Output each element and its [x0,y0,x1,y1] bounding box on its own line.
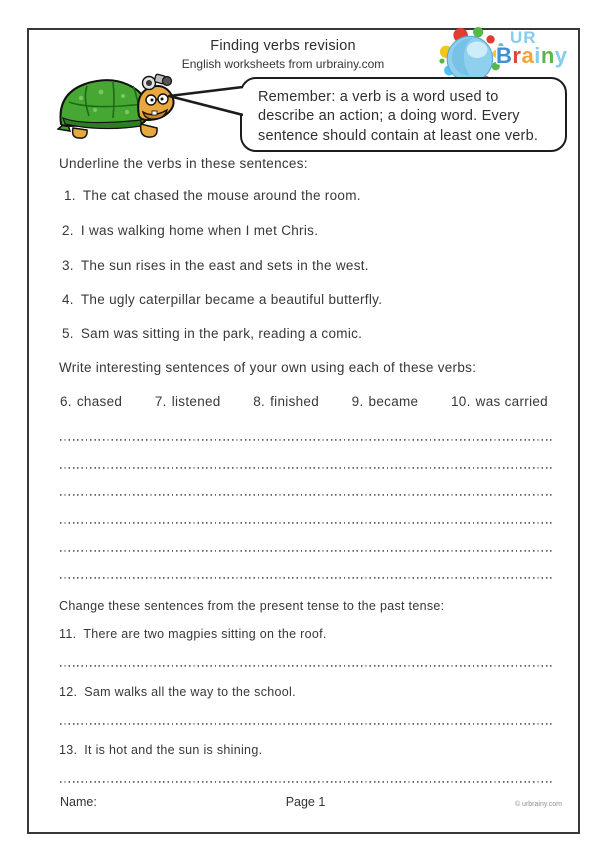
sentence-item [62,292,382,307]
item-text: The cat chased the mouse around the room. [82,188,361,203]
item-text: Sam was sitting in the park, reading a comic. [80,326,363,341]
item-number: 1. [64,188,76,203]
sentence-item [62,258,369,273]
verb-word: 10. was carried [450,394,548,409]
page-subtitle: English worksheets from urbrainy.com [181,57,385,71]
bubble-line: sentence should contain at least one verb. [258,127,539,144]
item-text: I was walking home when I met Chris. [80,223,319,238]
item-number: 3. [62,258,74,273]
item-number: 2. [62,223,74,238]
verb-word-list [60,394,548,409]
answer-line[interactable] [60,549,553,552]
item-text: It is hot and the sun is shining. [84,743,263,757]
answer-line[interactable] [60,576,553,579]
answer-line[interactable] [60,521,553,524]
speech-bubble-tail [167,86,243,118]
sentence-item [59,743,262,757]
answer-line[interactable] [60,438,553,441]
turtle-mascot-icon [57,72,179,146]
sentence-item [62,326,362,341]
answer-line[interactable] [60,493,553,496]
item-number: 13. [59,743,78,757]
bubble-line: describe an action; a doing word. Every [258,108,520,125]
item-number: 12. [59,685,78,699]
speech-bubble [240,77,567,152]
section-underline-heading: Underline the verbs in these sentences: [59,156,308,171]
item-number: 4. [62,292,74,307]
copyright: © urbrainy.com [514,801,562,808]
verb-word: 9. became [351,394,419,409]
section-tense-heading: Change these sentences from the present tense to the past tense: [59,599,445,613]
item-text: The sun rises in the east and sets in the west. [80,258,369,273]
sentence-item [62,223,318,238]
item-text: The ugly caterpillar became a beautiful butterfly. [80,292,383,307]
verb-word: 6. chased [60,394,123,409]
item-text: Sam walks all the way to the school. [84,685,296,699]
item-number: 11. [59,627,77,641]
verb-word: 8. finished [253,394,320,409]
section-write-heading: Write interesting sentences of your own using each of these verbs: [59,360,477,375]
logo-text-brainy: Brainy [496,43,568,68]
sentence-item [59,685,296,699]
page-title: Finding verbs revision [210,38,356,54]
verb-word: 7. listened [154,394,221,409]
bubble-line: Remember: a verb is a word used to [258,89,499,105]
answer-line[interactable] [60,780,553,783]
sentence-item [59,627,327,641]
item-number: 5. [62,326,74,341]
worksheet-page [27,28,580,834]
logo-text-ur: UR [510,28,537,47]
name-label: Name: [60,795,97,809]
answer-line[interactable] [60,466,553,469]
sentence-item [64,188,361,203]
answer-line[interactable] [60,664,553,667]
answer-line[interactable] [60,722,553,725]
item-text: There are two magpies sitting on the roof. [83,627,327,641]
page-number: Page 1 [285,795,326,809]
